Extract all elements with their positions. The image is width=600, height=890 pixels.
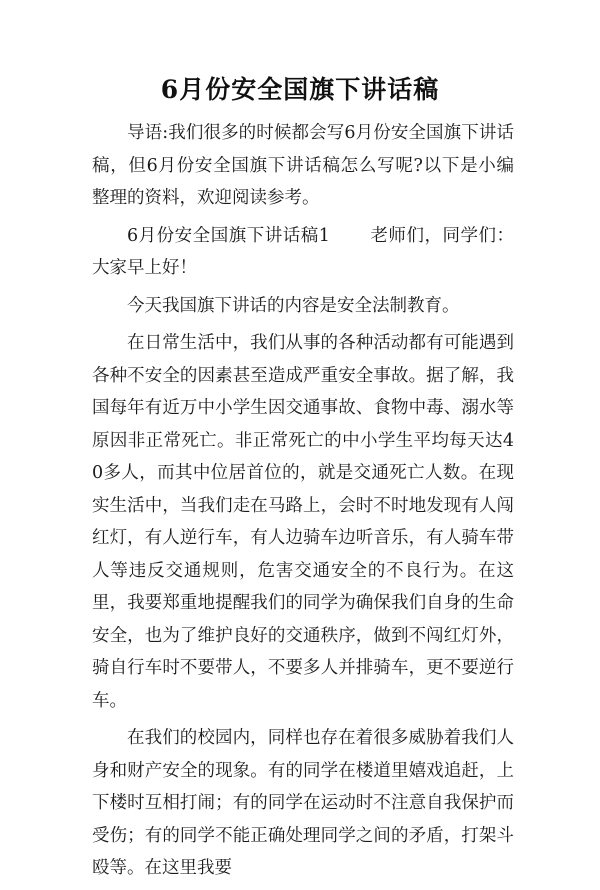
section-heading: 6月份安全国旗下讲话稿1 (127, 225, 330, 246)
greeting: 老师们，同学们：大家早上好！ (92, 225, 514, 278)
section-paragraph (92, 220, 514, 290)
document-title: 6月份安全国旗下讲话稿 (160, 75, 440, 104)
document-body (92, 117, 514, 890)
intro-paragraph: 导语:我们很多的时候都会写6月份安全国旗下讲话稿，但6月份安全国旗下讲话稿怎么写呢?以下是小编整理的资料，欢迎阅读参考。 (92, 123, 514, 208)
body-paragraph-1: 今天我国旗下讲话的内容是安全法制教育。 (127, 295, 460, 316)
body-paragraph-3: 在我们的校园内，同样也存在着很多威胁着我们人身和财产安全的现象。有的同学在楼道里嬉戏追赶，上下楼时互相打闹；有的同学在运动时不注意自我保护而受伤；有的同学不能正确处理同学之间的矛盾，打架斗殴等。在这里我要 (92, 728, 514, 878)
body-paragraph-2: 在日常生活中，我们从事的各种活动都有可能遇到各种不安全的因素甚至造成严重安全事故。据了解，我国每年有近万中小学生因交通事故、食物中毒、溺水等原因非正常死亡。非正常死亡的中小学生平均每天达40多人，而其中位居首位的，就是交通死亡人数。在现实生活中，当我们走在马路上，会时不时地发现有人闯红灯，有人逆行车，有人边骑车边听音乐，有人骑车带人等违反交通规则，危害交通安全的不良行为。在这里，我要郑重地提醒我们的同学为确保我们自身的生命安全，也为了维护良好的交通秩序，做到不闯红灯外，骑自行车时不要带人，不要多人并排骑车，更不要逆行车。 (92, 333, 514, 711)
